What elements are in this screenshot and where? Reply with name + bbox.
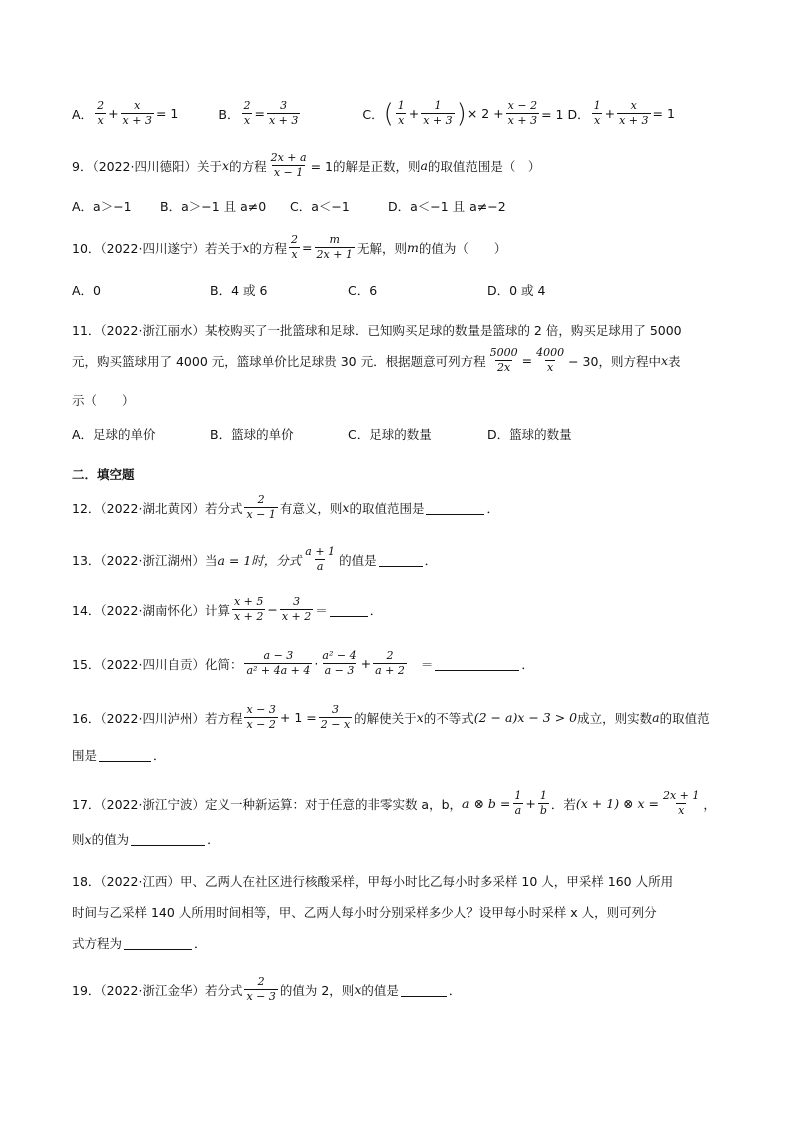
question-12: 12．（2022·湖北黄冈）若分式 $\frac{2}{x - 1}$ 有意义，则 x 的取值范围是 ． [72,493,499,521]
q9-option-d: D．a＜−1 且 a≠−2 [388,199,506,214]
question-9: 9．（2022·四川德阳）关于 x 的方程 $\frac{2x + a}{x - 1}$ = 1的解是正数，则 a 的取值范围是（ ） [72,151,541,179]
answer-blank[interactable] [426,501,484,515]
question-15: 15．（2022·四川自贡）化简： $\frac{a - 3}{\text{a² + 4a + 4}}$ · $\frac{\text{a² − 4}}{a - 3}$ + $\frac{2}{a + 2}$ ＝ ． [72,649,534,677]
fraction: $\frac{a - 3}{\text{a² + 4a + 4}}$ [246,649,311,677]
question-16-line-1: 16．（2022·四川泸州）若方程 $\frac{x - 3}{x - 2}$ + 1 = $\frac{3}{2 - x}$ 的解使关于 x 的不等式 (2 − a)x − 3 > 0 成立，则实数 a 的取值范 [72,703,710,731]
fraction: $\frac{1}{x}$ [593,99,601,127]
fraction: $\frac{2}{x}$ [291,233,299,261]
q9-option-a: A．a＞−1 [72,199,132,214]
q11-option-c: C．足球的数量 [348,427,432,442]
q10-option-d: D．0 或 4 [487,283,546,298]
section-title-fill-in: 二．填空题 [72,467,135,482]
question-17-line-2: 则 x 的值为 ． [72,831,220,847]
question-18-line-2: 时间与乙采样 140 人所用时间相等，甲、乙两人每小时分别采样多少人？设甲每小时采样 x 人，则可列分 [72,905,657,920]
fraction: $\frac{m}{2x + 1}$ [316,233,353,261]
q8-options: A． $\frac{2}{x}$ + $\frac{x}{x + 3}$ = 1 B． $\frac{2}{x}$ = $\frac{3}{x + 3}$ C． ( $\frac{1}{x}$ + $\frac{1}{x + 3}$ ) × 2 + $\frac{x - 2}{x + 3}$ = 1 D． $\frac{1}{x}$ + $\frac{x}{x + 3}$ = 1 [72,98,675,129]
fraction: $\frac{2}{x - 1}$ [246,493,276,521]
fraction: $\frac{3}{x + 3}$ [268,99,299,127]
answer-blank[interactable] [435,657,519,671]
q11-option-d: D．篮球的数量 [487,427,572,442]
q10-option-b: B．4 或 6 [210,283,268,298]
fraction: $\frac{a + 1}{a}$ [305,545,336,573]
fraction: $\frac{x}{x + 3}$ [122,99,152,127]
question-18-line-1: 18．（2022·江西）甲、乙两人在社区进行核酸采样，甲每小时比乙每小时多采样 10 人，甲采样 160 人所用 [72,874,674,889]
q9-option-c: C．a＜−1 [290,199,350,214]
fraction: $\frac{2}{x - 3}$ [246,975,276,1003]
fraction: $\frac{2}{a + 2}$ [375,649,405,677]
fraction: $\frac{4000}{x}$ [536,346,565,374]
question-13: 13．（2022·浙江湖州）当 a = 1时，分式 $\frac{a + 1}{a}$ 的值是 ． [72,545,438,573]
q8-option-d-label: = 1 D． [541,106,590,122]
answer-blank[interactable] [131,832,205,846]
fraction: $\frac{2}{x}$ [243,99,251,127]
question-14: 14．（2022·湖南怀化）计算 $\frac{x + 5}{x + 2}$ − $\frac{3}{x + 2}$ ＝ ． [72,595,383,623]
fraction: $\frac{1}{x + 3}$ [423,99,453,127]
question-10: 10．（2022·四川遂宁）若关于 x 的方程 $\frac{2}{x}$ = $\frac{m}{2x + 1}$ 无解，则 m 的值为（ ） [72,233,507,261]
fraction: $\frac{1}{x}$ [397,99,405,127]
fraction: $\frac{5000}{2x}$ [489,346,518,374]
fraction: $\frac{2}{x}$ [97,99,105,127]
answer-blank[interactable] [379,553,423,567]
answer-blank[interactable] [401,983,447,997]
answer-blank[interactable] [124,936,192,950]
q10-option-c: C．6 [348,283,378,298]
fraction: $\frac{1}{b}$ [539,789,547,817]
q8-option-a-label: A． [72,106,94,122]
q8-option-c-label: C． [362,106,384,122]
question-19: 19．（2022·浙江金华）若分式 $\frac{2}{x - 3}$ 的值为 2，则 x 的值是 ． [72,975,462,1003]
fraction: $\frac{2x + 1}{x}$ [662,789,700,817]
q11-option-a: A．足球的单价 [72,427,156,442]
fraction: $\frac{1}{a}$ [514,789,522,817]
fraction: $\frac{2x + a}{x - 1}$ [270,151,307,179]
fraction: $\frac{x - 2}{x + 3}$ [507,99,538,127]
fraction: $\frac{x}{x + 3}$ [619,99,649,127]
fraction: $\frac{3}{2 - x}$ [320,703,351,731]
question-18-line-3: 式方程为 ． [72,936,207,951]
question-11-line-3: 示（ ） [72,393,135,408]
fraction: $\frac{x + 5}{x + 2}$ [233,595,264,623]
q8-option-b-label: B． [218,106,240,122]
question-17-line-1: 17．（2022·浙江宁波）定义一种新运算：对于任意的非零实数 a，b， a ⊗ b = $\frac{1}{a}$ + $\frac{1}{b}$ ．若 (x + 1) ⊗ x = $\frac{2x + 1}{x}$ ， [72,789,716,817]
fraction: $\frac{\text{a² − 4}}{a - 3}$ [322,649,357,677]
q10-option-a: A．0 [72,283,102,298]
answer-blank[interactable] [99,748,151,762]
question-11-line-2: 元，购买篮球用了 4000 元，篮球单价比足球贵 30 元．根据题意可列方程 $\frac{5000}{2x}$ = $\frac{4000}{x}$ − 30，则方程中 x 表 [72,346,681,374]
q9-option-b: B．a＞−1 且 a≠0 [160,199,267,214]
q11-option-b: B．篮球的单价 [210,427,294,442]
answer-blank[interactable] [330,603,368,617]
question-16-line-2: 围是 ． [72,748,166,763]
fraction: $\frac{3}{x + 2}$ [281,595,312,623]
question-11-line-1: 11．（2022·浙江丽水）某校购买了一批篮球和足球．已知购买足球的数量是篮球的 2 倍，购买足球用了 5000 [72,323,682,338]
fraction: $\frac{x - 3}{x - 2}$ [246,703,276,731]
